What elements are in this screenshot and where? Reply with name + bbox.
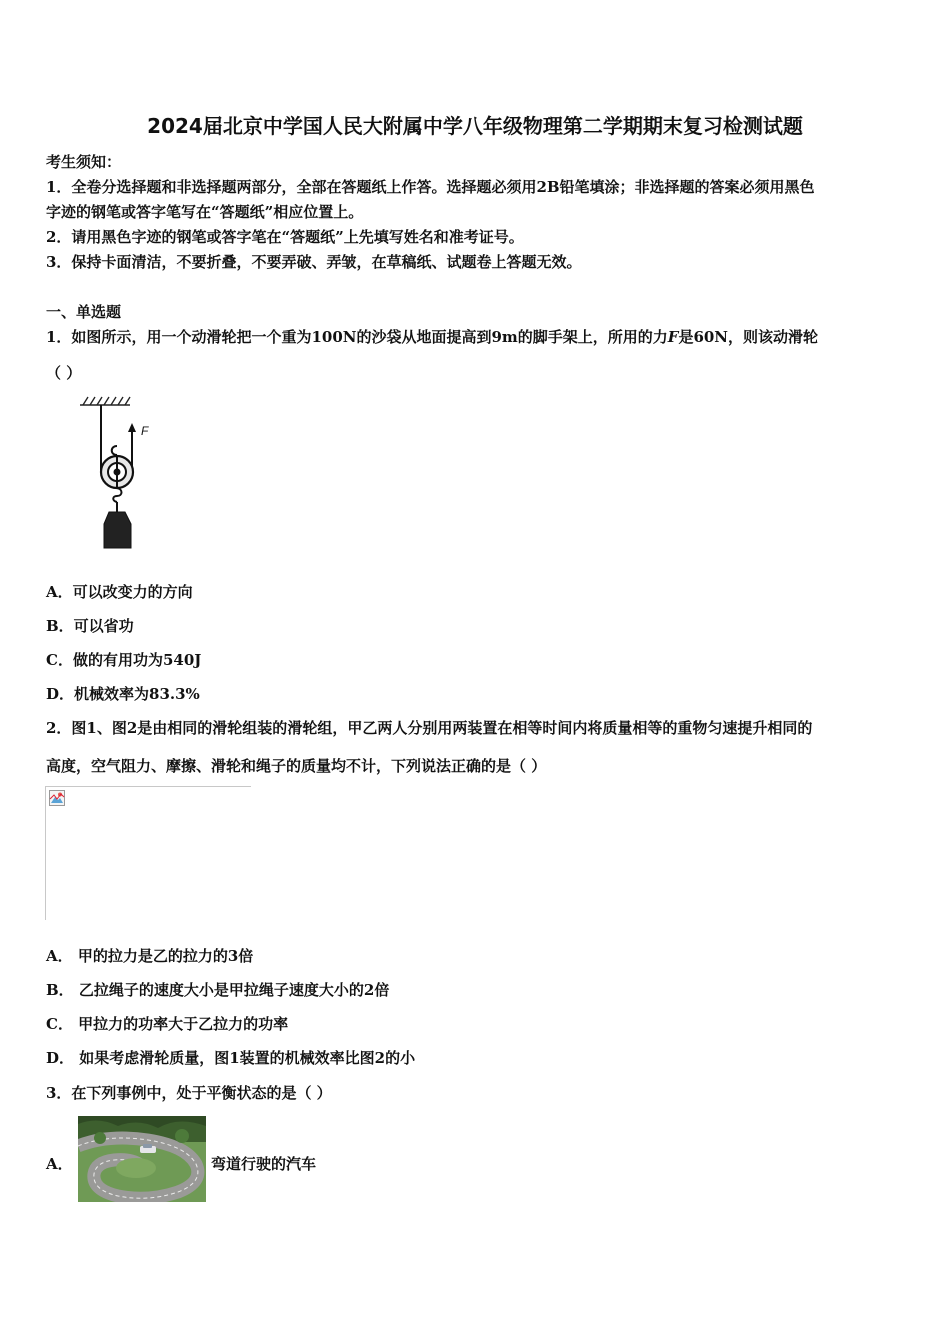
q2-option-c[interactable]: C． 甲拉力的功率大于乙拉力的功率 bbox=[46, 1015, 289, 1033]
section-heading: 一、单选题 bbox=[46, 303, 122, 321]
q1-option-c[interactable]: C．做的有用功为540J bbox=[46, 651, 202, 669]
notice-heading: 考生须知： bbox=[46, 153, 122, 171]
q2-option-b[interactable]: B． 乙拉绳子的速度大小是甲拉绳子速度大小的2倍 bbox=[46, 981, 390, 999]
q1-option-b[interactable]: B．可以省功 bbox=[46, 617, 134, 635]
q2-stem: 2．图1、图2是由相同的滑轮组装的滑轮组，甲乙两人分别用两装置在相等时间内将质量相等的重物匀速提升相同的 bbox=[46, 719, 813, 737]
q3-stem: 3．在下列事例中，处于平衡状态的是（ ） bbox=[46, 1084, 332, 1102]
page-title: 2024届北京中学国人民大附属中学八年级物理第二学期期末复习检测试题 bbox=[147, 114, 803, 138]
q3-option-a-letter[interactable]: A． bbox=[46, 1155, 73, 1173]
q1-stem: 1．如图所示，用一个动滑轮把一个重为100N的沙袋从地面提高到9m的脚手架上，所用的力F是60N，则该动滑轮 bbox=[46, 328, 819, 346]
notice-item: 2．请用黑色字迹的钢笔或答字笔在“答题纸”上先填写姓名和准考证号。 bbox=[46, 228, 524, 246]
force-arrow bbox=[128, 423, 136, 432]
q1-option-d[interactable]: D．机械效率为83.3% bbox=[46, 685, 200, 703]
force-label: F bbox=[141, 424, 149, 438]
pulley-top-hook bbox=[112, 446, 117, 455]
pulley-bottom-hook bbox=[113, 488, 121, 502]
q1-answer-brackets: （ ） bbox=[46, 364, 82, 382]
curved-road-car-photo bbox=[78, 1116, 206, 1202]
q2-option-d[interactable]: D． 如果考虑滑轮质量，图1装置的机械效率比图2的小 bbox=[46, 1049, 416, 1067]
notice-item: 字迹的钢笔或答字笔写在“答题纸”相应位置上。 bbox=[46, 203, 364, 221]
ceiling-hatch bbox=[80, 397, 130, 405]
q2-stem-line2: 高度，空气阻力、摩擦、滑轮和绳子的质量均不计，下列说法正确的是（ ） bbox=[46, 757, 547, 775]
q2-figure-placeholder bbox=[45, 786, 251, 920]
q2-option-a[interactable]: A． 甲的拉力是乙的拉力的3倍 bbox=[46, 947, 254, 965]
notice-item: 3．保持卡面清洁，不要折叠，不要弄破、弄皱，在草稿纸、试题卷上答题无效。 bbox=[46, 253, 582, 271]
pulley-figure bbox=[75, 392, 165, 552]
q3-option-a-text[interactable]: 弯道行驶的汽车 bbox=[211, 1155, 317, 1173]
sandbag bbox=[104, 512, 131, 548]
notice-item: 1．全卷分选择题和非选择题两部分，全部在答题纸上作答。选择题必须用2B铅笔填涂；非选择题的答案必须用黑色 bbox=[46, 178, 815, 196]
broken-image-icon bbox=[49, 790, 65, 806]
q1-option-a[interactable]: A．可以改变力的方向 bbox=[46, 583, 193, 601]
